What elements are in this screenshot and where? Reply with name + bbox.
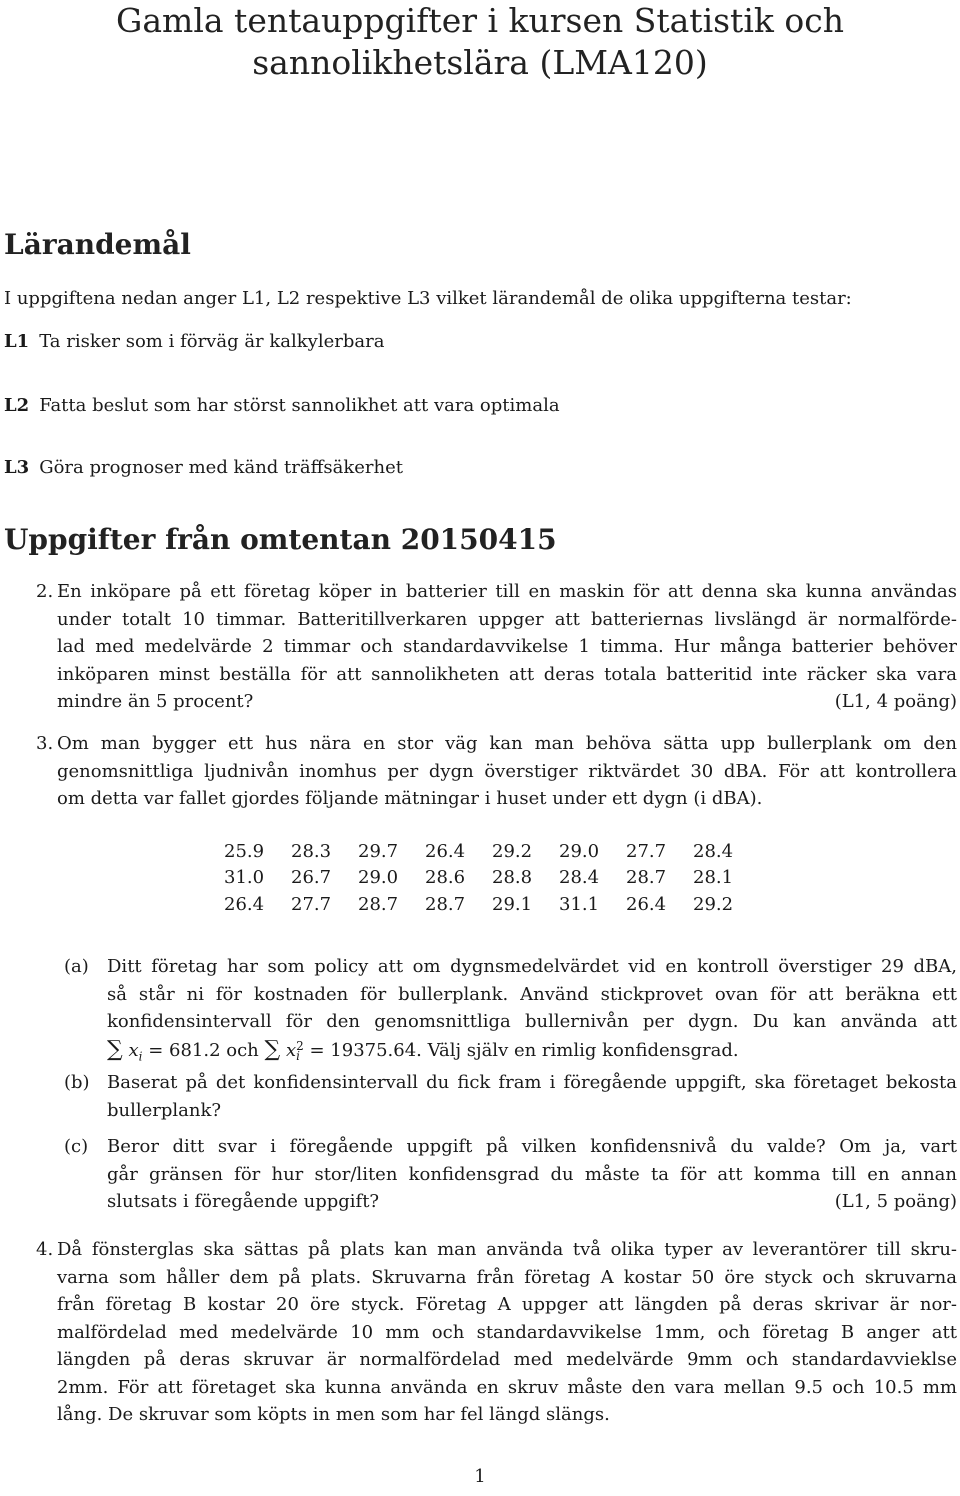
question-3-points: (L1, 5 poäng)	[834, 1191, 957, 1212]
table-cell: 26.7	[291, 867, 332, 889]
table-cell: 26.4	[224, 893, 265, 915]
text-line: längden på deras skruvar är normalfördelad med medelvärde 9mm och standardavvieklse	[57, 1349, 957, 1370]
goal-item-l3	[4, 457, 403, 478]
question-2-number: 2.	[36, 581, 54, 602]
table-cell: 26.4	[425, 840, 466, 862]
text-line: Ditt företag har som policy att om dygnsmedelvärdet vid en kontroll överstiger 29 dBA,	[107, 956, 957, 977]
goal-code: L1	[4, 331, 30, 352]
table-row	[224, 865, 760, 892]
text-line: malfördelad med medelvärde 10 mm och standardavvikelse 1mm, och företag B anger att	[57, 1321, 957, 1343]
text-line: Om man bygger ett hus nära en stor väg kan man behöva sätta upp bullerplank om den	[57, 733, 957, 754]
document-title	[0, 0, 960, 84]
text-line: under totalt 10 timmar. Batteritillverkaren uppger att batteriernas livslängd är normalförde-	[57, 608, 957, 630]
text-line: slutsats i föregående uppgift? (L1, 5 poäng)	[107, 1188, 957, 1216]
text-line: lad med medelvärde 2 timmar och standardavvikelse 1 timma. Hur många batterier behöver	[57, 636, 957, 657]
table-cell: 28.7	[425, 893, 466, 915]
question-2-text	[57, 578, 957, 716]
table-cell: 27.7	[291, 893, 332, 915]
text-line: från företag B kostar 20 öre styck. Företag A uppger att längden på deras skrivar är nor-	[57, 1294, 957, 1315]
goal-text: Göra prognoser med känd träffsäkerhet	[39, 457, 404, 478]
table-cell: 31.1	[559, 893, 600, 915]
text-line: om detta var fallet gjordes följande mätningar i huset under ett dygn (i dBA).	[57, 788, 763, 809]
goal-text: Fatta beslut som har störst sannolikhet att vara optimala	[39, 395, 560, 416]
question-4-text	[57, 1236, 957, 1429]
learning-goals-heading: Lärandemål	[4, 228, 191, 261]
exam-heading: Uppgifter från omtentan 20150415	[4, 523, 557, 556]
text-line: går gränsen för hur stor/liten konfidensgrad du måste ta för att komma till en annan	[107, 1163, 957, 1185]
text-line: Baserat på det konfidensintervall du fick fram i föregående uppgift, ska företaget bekosta	[107, 1072, 957, 1093]
text-line: genomsnittliga ljudnivån inomhus per dygn överstiger riktvärdet 30 dBA. För att kontrollera	[57, 760, 957, 782]
text-line: Beror ditt svar i föregående uppgift på vilken konfidensnivå du valde? Om ja, vart	[107, 1136, 957, 1157]
table-cell: 29.0	[559, 840, 600, 862]
table-cell: 29.7	[358, 840, 399, 862]
text-line: mindre än 5 procent? (L1, 4 poäng)	[57, 688, 957, 716]
subquestion-a-label: (a)	[64, 956, 89, 977]
question-4-number: 4.	[36, 1239, 54, 1260]
math-line: ∑ $x_i = 681.2$ och ∑ x 2 i = 19375.64. Välj själv en rimlig konfidensgrad.	[107, 1036, 739, 1064]
sum-symbol: ∑	[264, 1036, 281, 1062]
goal-text: Ta risker som i förväg är kalkylerbara	[39, 331, 385, 352]
subquestion-b-text	[107, 1069, 957, 1124]
learning-goals-intro: I uppgiftena nedan anger L1, L2 respektive L3 vilket lärandemål de olika uppgifterna testar:	[4, 288, 852, 309]
table-row	[224, 838, 760, 865]
table-cell: 28.4	[559, 867, 600, 889]
text-line: 2mm. För att företaget ska kunna använda en skruv måste den vara mellan 9.5 och 10.5 mm	[57, 1376, 957, 1398]
text-line: konfidensintervall för den genomsnittliga bullernivån per dygn. Du kan använda att	[107, 1011, 957, 1032]
sum-symbol: ∑	[107, 1036, 123, 1062]
table-cell: 29.1	[492, 893, 533, 915]
question-3-text	[57, 730, 957, 813]
table-cell: 28.3	[291, 840, 332, 862]
table-cell: 29.2	[693, 893, 734, 915]
question-3-number: 3.	[36, 733, 54, 754]
table-row	[224, 891, 760, 918]
text-line: så står ni för kostnaden för bullerplank. Använd stickprovet ovan för att beräkna ett	[107, 983, 957, 1005]
table-cell: 29.2	[492, 840, 533, 862]
table-cell: 28.7	[626, 867, 667, 889]
text-line: varna som håller dem på plats. Skruvarna från företag A kostar 50 öre styck och skruvarna	[57, 1266, 957, 1288]
goal-code: L2	[4, 395, 30, 416]
table-cell: 29.0	[358, 867, 399, 889]
subquestion-c-text	[107, 1133, 957, 1216]
question-2-points: (L1, 4 poäng)	[834, 691, 957, 712]
table-cell: 28.7	[358, 893, 399, 915]
title-line-2: sannolikhetslära (LMA120)	[252, 43, 708, 83]
subquestion-a-text	[107, 953, 957, 1071]
title-line-1: Gamla tentauppgifter i kursen Statistik och	[116, 1, 844, 40]
subquestion-b-label: (b)	[64, 1072, 90, 1093]
page-number: 1	[474, 1466, 486, 1487]
table-cell: 28.1	[693, 867, 734, 889]
table-cell: 28.8	[492, 867, 533, 889]
goal-code: L3	[4, 457, 30, 478]
text-line: lång. De skruvar som köpts in men som har fel längd slängs.	[57, 1404, 610, 1425]
table-cell: 28.4	[693, 840, 734, 862]
table-cell: 25.9	[224, 840, 265, 862]
text-line: En inköpare på ett företag köper in batterier till en maskin för att denna ska kunna användas	[57, 581, 957, 602]
text-line: bullerplank?	[107, 1099, 222, 1121]
table-cell: 28.6	[425, 867, 466, 889]
text-line: inköparen minst beställa för att sannolikheten att deras totala batteritid inte räcker ska vara	[57, 663, 957, 685]
goal-item-l2	[4, 395, 560, 416]
table-cell: 26.4	[626, 893, 667, 915]
subquestion-c-label: (c)	[64, 1136, 89, 1157]
text-line: Då fönsterglas ska sättas på plats kan man använda två olika typer av leverantörer till skru-	[57, 1239, 957, 1260]
table-cell: 31.0	[224, 867, 265, 889]
measurement-table	[224, 838, 760, 918]
goal-item-l1	[4, 331, 384, 352]
table-cell: 27.7	[626, 840, 667, 862]
